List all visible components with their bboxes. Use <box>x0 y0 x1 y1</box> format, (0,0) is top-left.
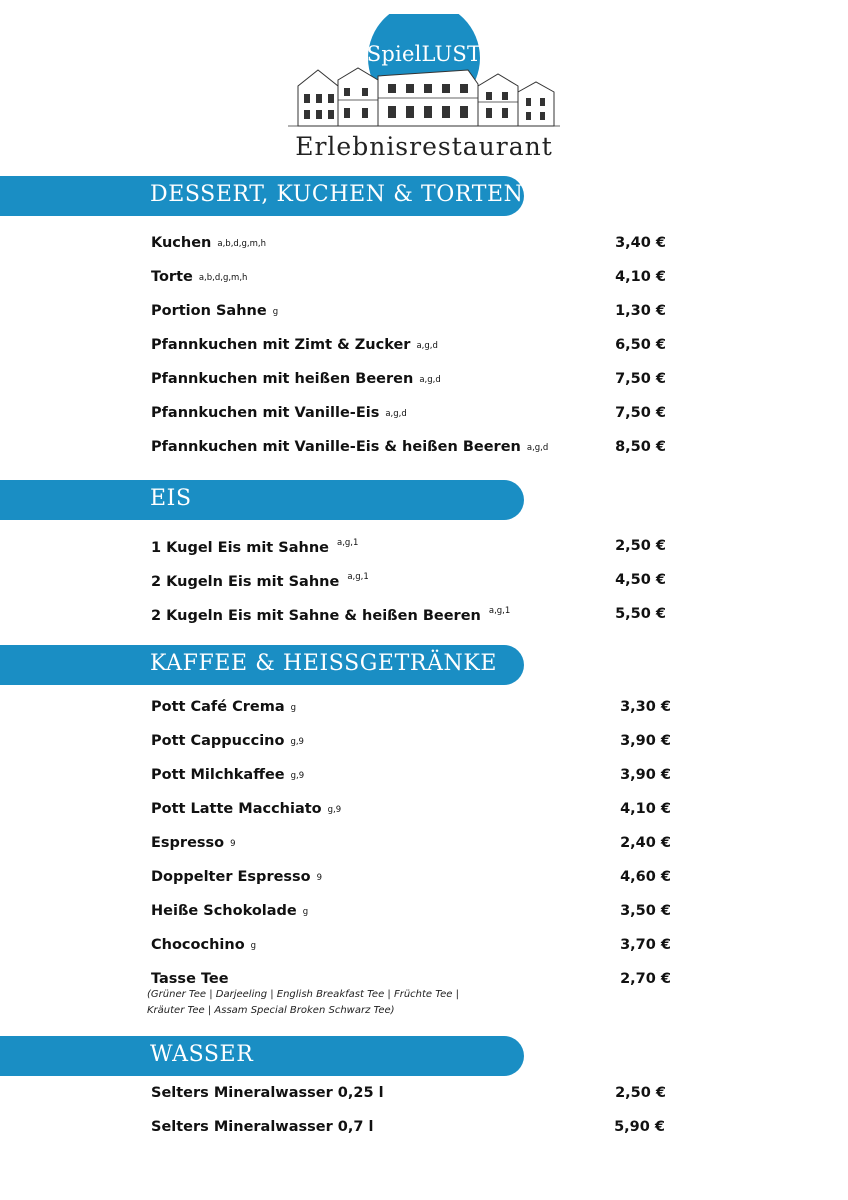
restaurant-subtitle: Erlebnisrestaurant <box>295 132 553 161</box>
item-price: 7,50 € <box>615 405 666 421</box>
menu-item <box>151 1119 665 1145</box>
item-allergens: a,g,d <box>416 341 438 351</box>
menu-item <box>151 733 671 759</box>
menu-item <box>151 235 666 261</box>
item-name: Espresso <box>151 835 225 851</box>
section-title: DESSERT, KUCHEN & TORTEN <box>150 182 524 207</box>
item-name: Chocochino <box>151 937 245 953</box>
menu-item <box>151 405 666 431</box>
item-name: Pott Latte Macchiato <box>151 801 322 817</box>
menu-item <box>151 371 666 397</box>
item-name: Pott Cappuccino <box>151 733 285 749</box>
section-header-kaffee <box>0 645 524 685</box>
item-allergens: a,b,d,g,m,h <box>217 239 266 249</box>
item-name: Heiße Schokolade <box>151 903 297 919</box>
note-line: (Grüner Tee | Darjeeling | English Breakfast Tee | Früchte Tee | <box>147 989 459 1000</box>
item-name: Pott Milchkaffee <box>151 767 285 783</box>
item-price: 4,10 € <box>620 801 671 817</box>
brand-name: SpielLUST <box>366 42 482 66</box>
menu-item <box>151 337 666 363</box>
item-allergens: 9 <box>316 873 323 883</box>
item-name: 1 Kugel Eis mit Sahne <box>151 540 329 556</box>
note-line: Kräuter Tee | Assam Special Broken Schwarz Tee) <box>147 1005 395 1016</box>
item-name: Pfannkuchen mit Vanille-Eis <box>151 405 380 421</box>
item-name: Doppelter Espresso <box>151 869 311 885</box>
item-allergens: 9 <box>230 839 236 849</box>
item-price: 5,50 € <box>615 606 666 622</box>
menu-item <box>151 699 671 725</box>
item-allergens: a,g,1 <box>488 606 511 616</box>
item-name: Pfannkuchen mit heißen Beeren <box>151 371 414 387</box>
item-allergens: g,9 <box>290 771 305 781</box>
item-name: Selters Mineralwasser 0,25 l <box>151 1085 384 1101</box>
menu-item <box>151 835 671 861</box>
section-title: KAFFEE & HEISSGETRÄNKE <box>150 651 498 676</box>
item-price: 3,90 € <box>620 733 671 749</box>
item-allergens: g <box>250 941 257 951</box>
item-price: 4,10 € <box>615 269 666 285</box>
building-illustration <box>288 14 560 134</box>
menu-item <box>151 801 671 827</box>
item-allergens: g <box>290 703 297 713</box>
item-allergens: a,g,1 <box>337 538 359 548</box>
item-allergens: a,g,d <box>385 409 407 419</box>
item-name: Kuchen <box>151 235 212 251</box>
item-name: Tasse Tee <box>151 971 229 987</box>
menu-item <box>151 439 666 465</box>
item-price: 1,30 € <box>615 303 666 319</box>
item-allergens: g <box>302 907 309 917</box>
item-allergens: a,b,d,g,m,h <box>198 273 248 283</box>
menu-item <box>151 303 666 329</box>
item-name: Torte <box>151 269 193 285</box>
item-name: Pott Café Crema <box>151 699 285 715</box>
item-price: 2,50 € <box>615 538 666 554</box>
item-price: 2,40 € <box>620 835 671 851</box>
item-name: Portion Sahne <box>151 303 267 319</box>
menu-item <box>151 269 666 295</box>
item-name: Pfannkuchen mit Vanille-Eis & heißen Beeren <box>151 439 521 455</box>
section-title: WASSER <box>150 1042 254 1067</box>
tea-selection-note <box>147 987 527 1019</box>
item-price: 7,50 € <box>615 371 666 387</box>
item-price: 8,50 € <box>615 439 666 455</box>
menu-item <box>151 572 666 598</box>
item-price: 3,30 € <box>620 699 671 715</box>
item-price: 2,70 € <box>620 971 671 987</box>
item-price: 3,40 € <box>615 235 666 251</box>
item-price: 4,60 € <box>620 869 671 885</box>
menu-item <box>151 767 671 793</box>
item-name: 2 Kugeln Eis mit Sahne & heißen Beeren <box>151 608 481 624</box>
item-allergens: g <box>272 307 279 317</box>
item-allergens: a,g,d <box>419 375 441 385</box>
item-allergens: a,g,1 <box>347 572 369 582</box>
restaurant-logo <box>288 14 560 164</box>
item-price: 6,50 € <box>615 337 666 353</box>
item-allergens: g,9 <box>290 737 304 747</box>
section-header-dessert <box>0 176 524 216</box>
item-price: 3,70 € <box>620 937 671 953</box>
menu-item <box>151 937 671 963</box>
menu-item <box>151 903 671 929</box>
item-allergens: a,g,d <box>526 443 549 453</box>
section-header-eis <box>0 480 524 520</box>
item-price: 3,90 € <box>620 767 671 783</box>
item-price: 5,90 € <box>614 1119 665 1135</box>
section-header-wasser <box>0 1036 524 1076</box>
menu-item <box>151 1085 666 1111</box>
item-allergens: g,9 <box>327 805 342 815</box>
menu-item <box>151 606 666 632</box>
item-price: 2,50 € <box>615 1085 666 1101</box>
menu-item <box>151 538 666 564</box>
item-name: 2 Kugeln Eis mit Sahne <box>151 574 340 590</box>
item-name: Pfannkuchen mit Zimt & Zucker <box>151 337 411 353</box>
item-price: 4,50 € <box>615 572 666 588</box>
menu-item <box>151 869 671 895</box>
section-title: EIS <box>150 486 192 511</box>
item-name: Selters Mineralwasser 0,7 l <box>151 1119 374 1135</box>
item-price: 3,50 € <box>620 903 671 919</box>
